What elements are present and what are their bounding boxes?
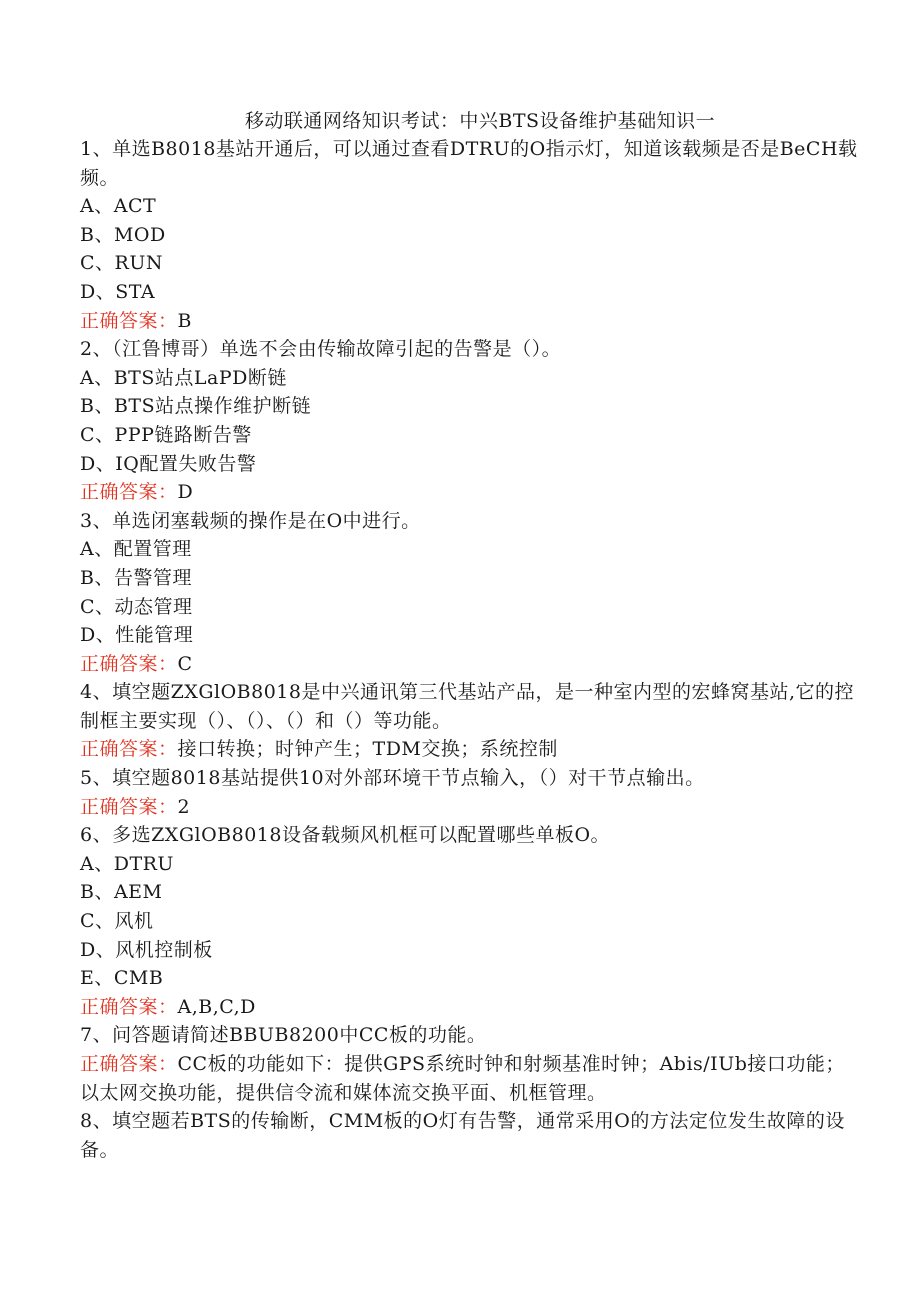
question-stem: 3、单选闭塞载频的操作是在O中进行。 [80, 509, 421, 532]
question-stem: 7、问答题请简述BBUB8200中CC板的功能。 [80, 1024, 487, 1047]
correct-answer-value: D [177, 481, 194, 504]
question-block [80, 821, 860, 1021]
question-block [80, 764, 860, 821]
question-stem: 6、多选ZXGlOB8018设备载频风机框可以配置哪些单板O。 [80, 824, 611, 847]
question-stem: 5、填空题8018基站提供10对外部环境干节点输入，（）对干节点输出。 [80, 767, 705, 790]
correct-answer-label: 正确答案： [80, 1053, 178, 1075]
correct-answer [80, 478, 860, 507]
question-stem: 2、（江鲁博哥）单选不会由传输故障引起的告警是（）。 [80, 338, 562, 361]
answer-option: A、配置管理 [80, 538, 192, 561]
answer-option: D、IQ配置失败告警 [80, 452, 257, 475]
answer-option: C、动态管理 [80, 595, 193, 618]
correct-answer [80, 307, 860, 336]
correct-answer-value: CC板的功能如下：提供GPS系统时钟和射频基准时钟；Abis/IUb接口功能；以太网交换功能，提供信令流和媒体流交换平面、机框管理。 [80, 1053, 845, 1104]
question-block [80, 1107, 860, 1164]
answer-option: D、风机控制板 [80, 938, 213, 961]
correct-answer-value: B [177, 309, 192, 332]
answer-option: C、风机 [80, 910, 154, 933]
correct-answer-label: 正确答案： [80, 481, 178, 504]
correct-answer [80, 1050, 860, 1107]
correct-answer-value: 2 [177, 795, 191, 818]
correct-answer-label: 正确答案： [80, 795, 178, 818]
answer-option: C、RUN [80, 252, 163, 275]
correct-answer-value: A,B,C,D [177, 995, 256, 1018]
answer-option: B、MOD [80, 223, 166, 246]
correct-answer-label: 正确答案： [80, 309, 178, 332]
question-list [80, 135, 860, 1164]
answer-option: A、DTRU [80, 852, 174, 875]
answer-option: D、STA [80, 280, 156, 303]
question-block [80, 335, 860, 507]
question-block [80, 135, 860, 335]
correct-answer-value: 接口转换；时钟产生；TDM交换；系统控制 [177, 738, 558, 761]
correct-answer-label: 正确答案： [80, 652, 178, 675]
correct-answer [80, 793, 860, 822]
answer-option: C、PPP链路断告警 [80, 423, 252, 446]
correct-answer [80, 650, 860, 679]
answer-option: B、BTS站点操作维护断链 [80, 395, 312, 418]
question-block [80, 507, 860, 679]
answer-option: A、ACT [80, 195, 157, 218]
correct-answer [80, 735, 860, 764]
question-stem: 8、填空题若BTS的传输断，CMM板的O灯有告警，通常采用O的方法定位发生故障的设备。 [80, 1110, 845, 1161]
correct-answer-value: C [177, 652, 193, 675]
question-stem: 1、单选B8018基站开通后，可以通过查看DTRU的O指示灯，知道该载频是否是BeCH载频。 [80, 138, 858, 189]
answer-option: E、CMB [80, 967, 164, 990]
answer-option: B、AEM [80, 881, 163, 904]
question-stem: 4、填空题ZXGlOB8018是中兴通讯第三代基站产品，是一种室内型的宏蜂窝基站,它的控制框主要实现（）、（）、（）和（）等功能。 [80, 681, 855, 732]
answer-option: A、BTS站点LaPD断链 [80, 366, 287, 389]
question-block [80, 678, 860, 764]
answer-option: D、性能管理 [80, 624, 194, 647]
answer-option: B、告警管理 [80, 566, 192, 589]
question-block [80, 1021, 860, 1107]
correct-answer-label: 正确答案： [80, 995, 178, 1018]
correct-answer-label: 正确答案： [80, 738, 178, 761]
correct-answer [80, 993, 860, 1022]
document-title: 移动联通网络知识考试：中兴BTS设备维护基础知识一 [244, 110, 716, 132]
